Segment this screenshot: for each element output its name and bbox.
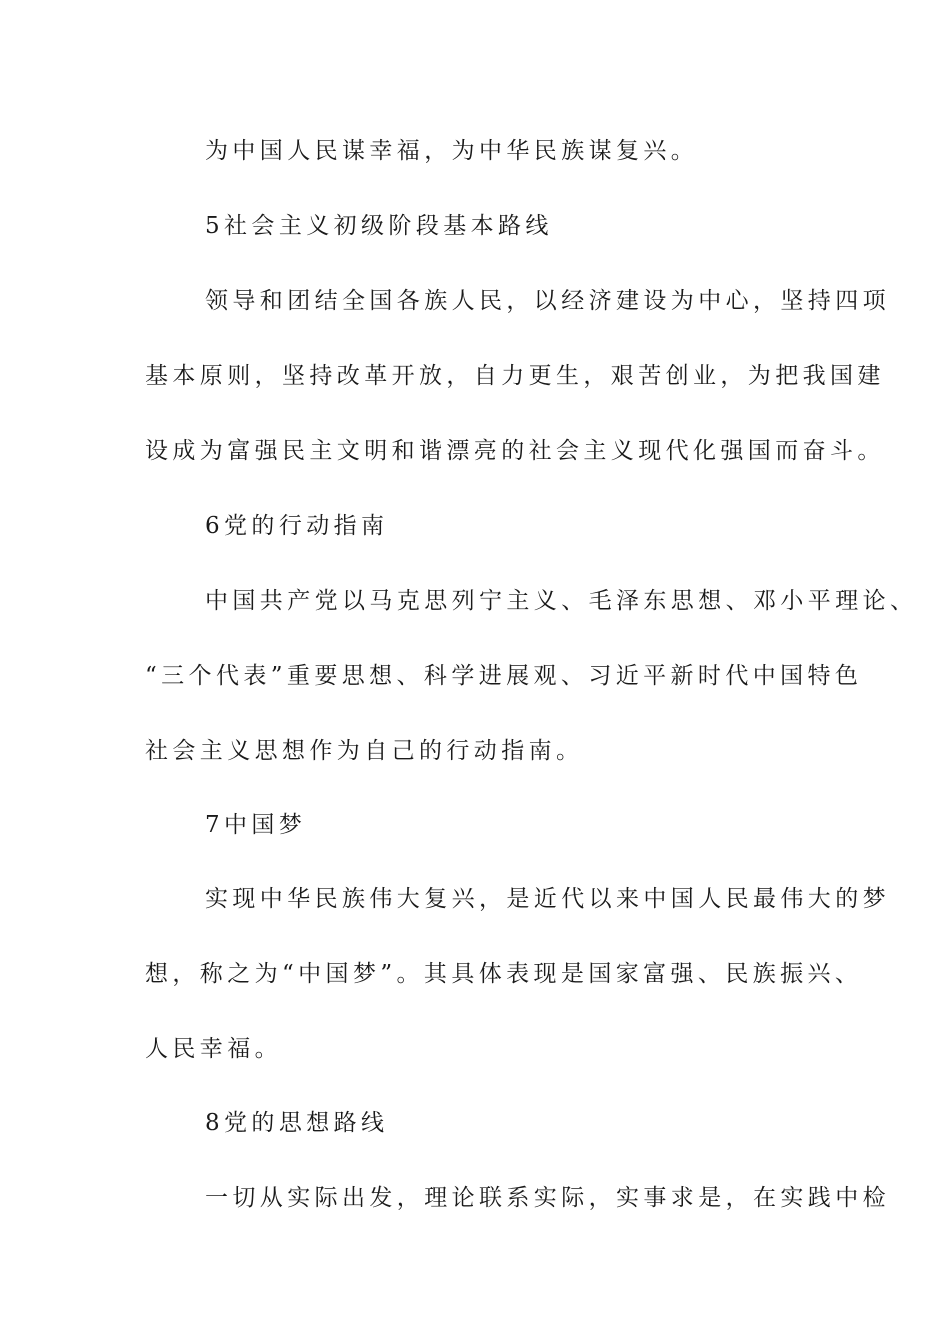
paragraph-line: 为中国人民谋幸福，为中华民族谋复兴。 xyxy=(205,138,699,164)
paragraph-line: 领导和团结全国各族人民，以经济建设为中心，坚持四项 xyxy=(205,288,890,314)
paragraph-line: 一切从实际出发，理论联系实际，实事求是，在实践中检 xyxy=(205,1185,890,1211)
paragraph-line: 基本原则，坚持改革开放，自力更生，艰苦创业，为把我国建 xyxy=(145,363,885,389)
paragraph-line: 中国共产党以马克思列宁主义、毛泽东思想、邓小平理论、 xyxy=(205,588,918,614)
section-heading-5: 5社会主义初级阶段基本路线 xyxy=(205,213,553,239)
section-heading-7: 7中国梦 xyxy=(205,812,307,838)
paragraph-line: 社会主义思想作为自己的行动指南。 xyxy=(145,738,584,764)
paragraph-line: “三个代表”重要思想、科学进展观、习近平新时代中国特色 xyxy=(145,663,863,689)
section-heading-8: 8党的思想路线 xyxy=(205,1110,389,1136)
paragraph-line: 实现中华民族伟大复兴，是近代以来中国人民最伟大的梦 xyxy=(205,886,890,912)
paragraph-line: 设成为富强民主文明和谐漂亮的社会主义现代化强国而奋斗。 xyxy=(145,438,885,464)
paragraph-line: 想，称之为“中国梦”。其具体表现是国家富强、民族振兴、 xyxy=(145,961,863,987)
paragraph-line: 人民幸福。 xyxy=(145,1036,282,1062)
section-heading-6: 6党的行动指南 xyxy=(205,513,389,539)
